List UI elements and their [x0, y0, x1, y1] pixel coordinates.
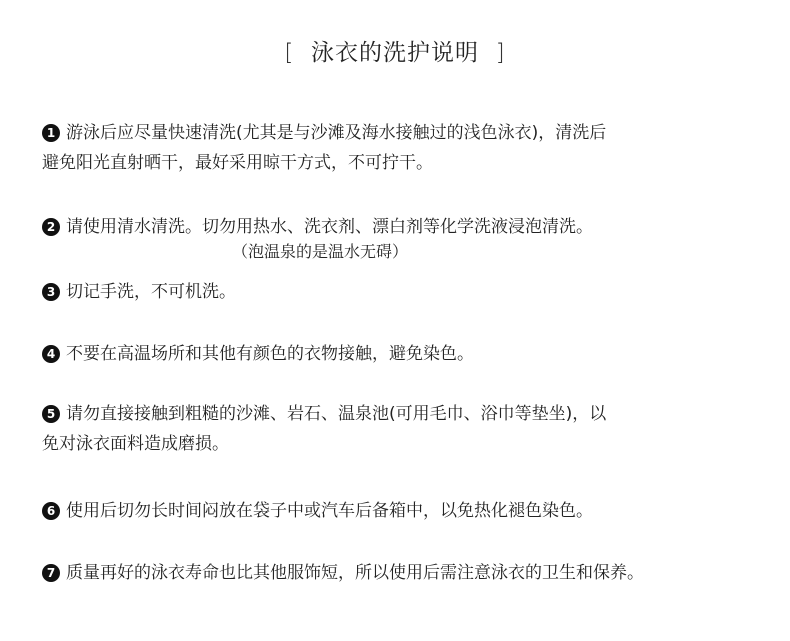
title-text: 泳衣的洗护说明	[311, 40, 479, 66]
instruction-item-4	[42, 339, 762, 369]
instruction-item-7	[42, 558, 762, 588]
instruction-line: 避免阳光直射晒干，最好采用晾干方式，不可拧干。	[42, 153, 433, 173]
instruction-line	[42, 399, 762, 429]
instruction-item-2	[42, 212, 762, 264]
number-badge-icon: 2	[42, 218, 60, 236]
instruction-text: 请使用清水清洗。切勿用热水、洗衣剂、漂白剂等化学洗液浸泡清洗。	[66, 217, 593, 237]
instruction-text: 游泳后应尽量快速清洗(尤其是与沙滩及海水接触过的浅色泳衣)，清洗后	[66, 123, 607, 143]
instruction-line	[42, 339, 762, 369]
instruction-text: 切记手洗，不可机洗。	[66, 282, 236, 302]
instruction-item-1	[42, 118, 762, 178]
number-badge-icon: 1	[42, 124, 60, 142]
number-badge-icon: 7	[42, 564, 60, 582]
instruction-item-3	[42, 277, 762, 307]
number-badge-icon: 6	[42, 502, 60, 520]
instruction-line	[42, 496, 762, 526]
instruction-text: 请勿直接接触到粗糙的沙滩、岩石、温泉池(可用毛巾、浴巾等垫坐)，以	[66, 404, 607, 424]
instruction-text: 不要在高温场所和其他有颜色的衣物接触，避免染色。	[66, 344, 474, 364]
instruction-line	[42, 277, 762, 307]
number-badge-icon: 3	[42, 283, 60, 301]
number-badge-icon: 4	[42, 345, 60, 363]
instruction-line	[42, 118, 762, 148]
instruction-text: 质量再好的泳衣寿命也比其他服饰短，所以使用后需注意泳衣的卫生和保养。	[66, 563, 644, 583]
number-badge-icon: 5	[42, 405, 60, 423]
title-left-bracket: [	[284, 40, 295, 66]
instruction-note: （泡温泉的是温水无碍）	[232, 242, 409, 261]
instruction-line: 免对泳衣面料造成磨损。	[42, 434, 229, 454]
title-right-bracket: ]	[495, 40, 506, 66]
instruction-text: 使用后切勿长时间闷放在袋子中或汽车后备箱中，以免热化褪色染色。	[66, 501, 593, 521]
instruction-line	[42, 558, 762, 588]
instruction-item-6	[42, 496, 762, 526]
instruction-item-5	[42, 399, 762, 459]
page-title	[0, 34, 790, 67]
instruction-line	[42, 212, 762, 242]
